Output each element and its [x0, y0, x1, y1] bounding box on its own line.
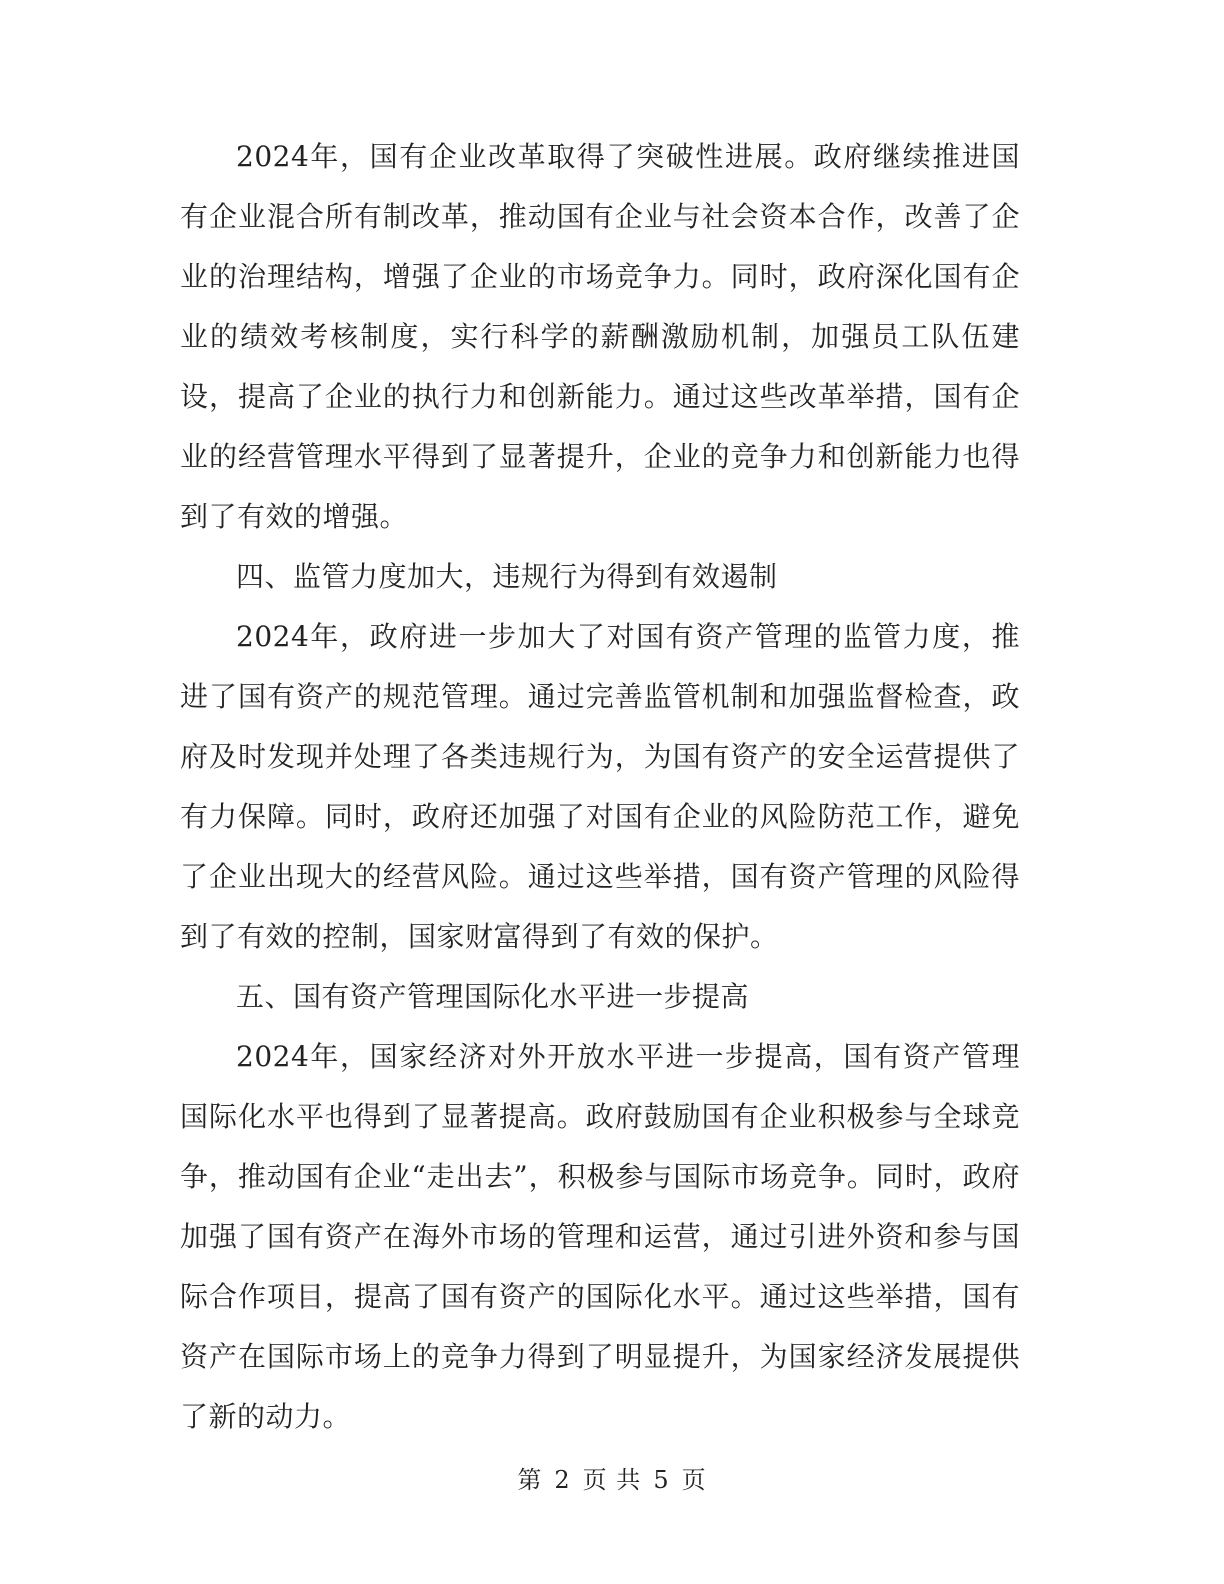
paragraph-reform-progress: 2024年，国有企业改革取得了突破性进展。政府继续推进国有企业混合所有制改革，推动国有企业与社会资本合作，改善了企业的治理结构，增强了企业的市场竞争力。同时，政府深化国有企业的绩效考核制度，实行科学的薪酬激励机制，加强员工队伍建设，提高了企业的执行力和创新能力。通过这些改革举措，国有企业的经营管理水平得到了显著提升，企业的竞争力和创新能力也得到了有效的增强。 — [180, 140, 1020, 533]
page-mid: 页 共 — [582, 1466, 642, 1494]
section-heading-internationalization: 五、国有资产管理国际化水平进一步提高 — [236, 980, 750, 1013]
page-number-current: 2 — [554, 1466, 571, 1494]
paragraph-internationalization: 2024年，国家经济对外开放水平进一步提高，国有资产管理国际化水平也得到了显著提高。政府鼓励国有企业积极参与全球竞争，推动国有企业“走出去”，积极参与国际市场竞争。同时，政府加强了国有资产在海外市场的管理和运营，通过引进外资和参与国际合作项目，提高了国有资产的国际化水平。通过这些举措，国有资产在国际市场上的竞争力得到了明显提升，为国家经济发展提供了新的动力。 — [180, 1040, 1020, 1433]
page-prefix: 第 — [517, 1466, 543, 1494]
page-suffix: 页 — [681, 1466, 707, 1494]
page-footer — [0, 1460, 1224, 1495]
section-heading-supervision: 四、监管力度加大，违规行为得到有效遏制 — [236, 560, 778, 593]
document-body — [180, 127, 1020, 1447]
page-number-total: 5 — [653, 1466, 670, 1494]
paragraph-supervision: 2024年，政府进一步加大了对国有资产管理的监管力度，推进了国有资产的规范管理。通过完善监管机制和加强监督检查，政府及时发现并处理了各类违规行为，为国有资产的安全运营提供了有力保障。同时，政府还加强了对国有企业的风险防范工作，避免了企业出现大的经营风险。通过这些举措，国有资产管理的风险得到了有效的控制，国家财富得到了有效的保护。 — [180, 620, 1020, 953]
